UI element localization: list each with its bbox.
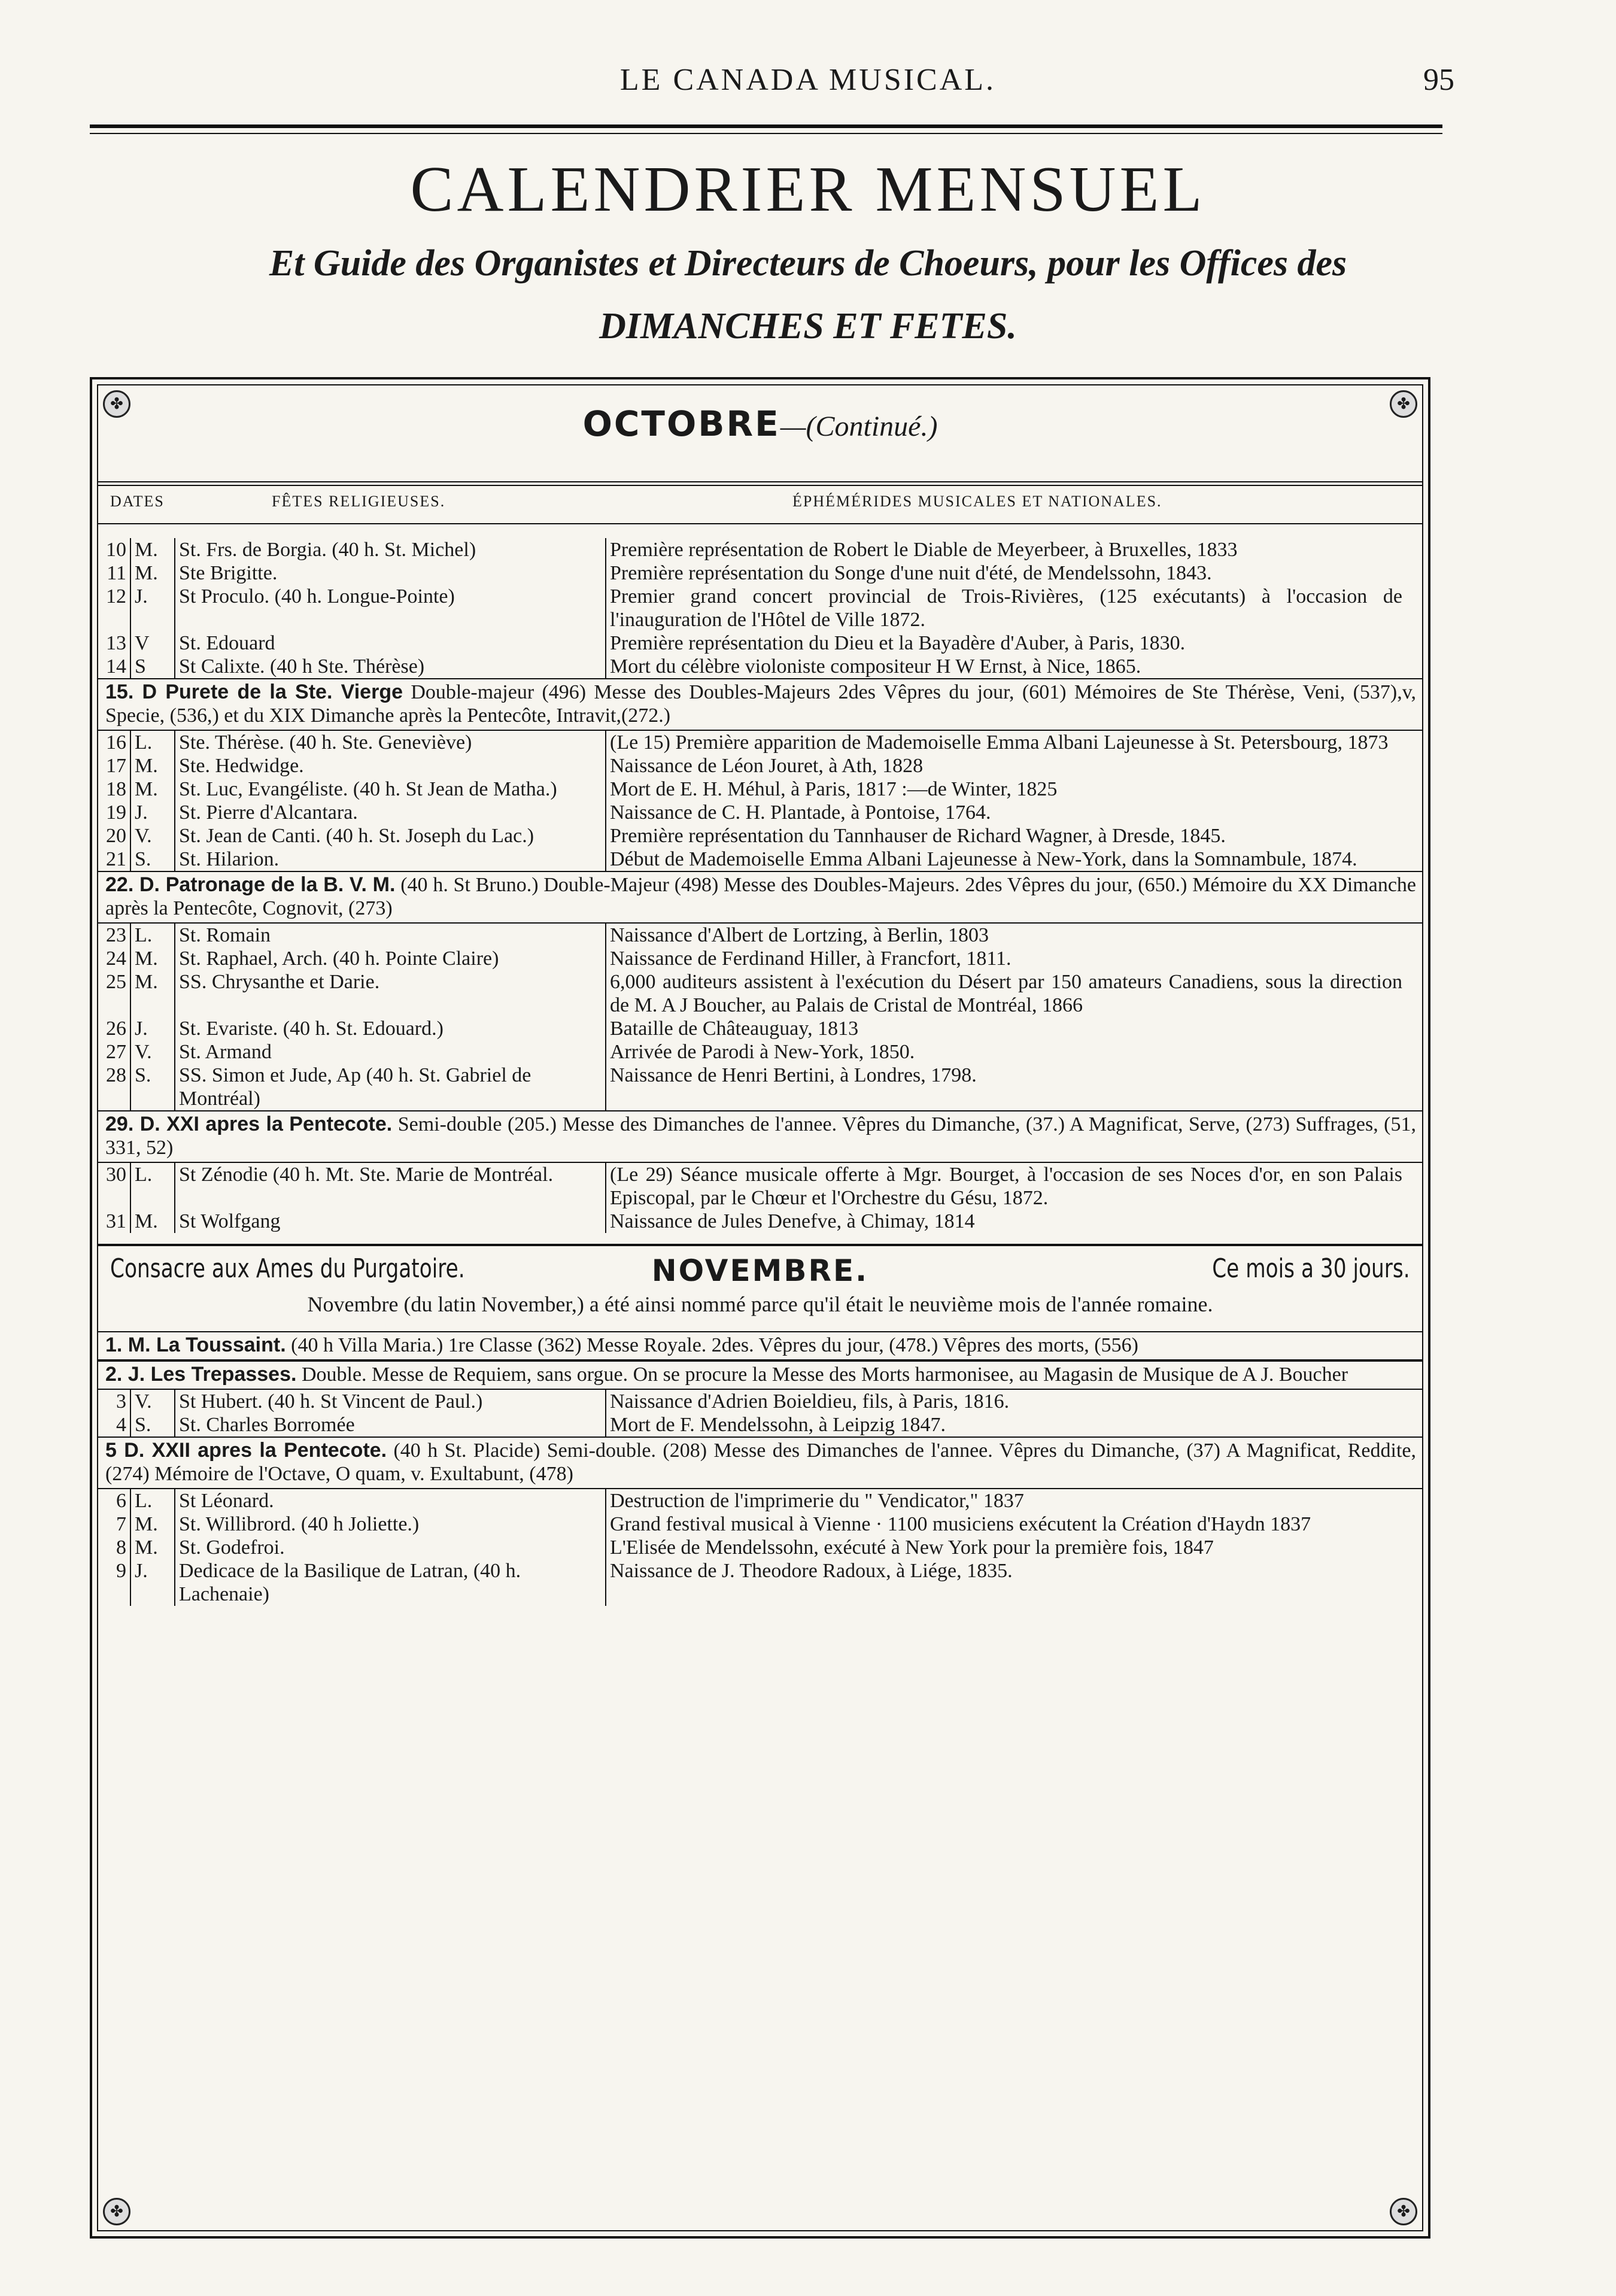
weekday: M.: [131, 1513, 175, 1536]
day-number: 23: [98, 924, 131, 947]
weekday: J.: [131, 1559, 175, 1606]
feast-row: 2. J. Les Trepasses. Double. Messe de Requiem, sans orgue. On se procure la Messe des Morts harmonisee, au Magasin de Musique de A J. Boucher: [98, 1360, 1422, 1390]
ephemeride: Mort de F. Mendelssohn, à Leipzig 1847.: [610, 1414, 946, 1436]
ephemeride: Naissance de Henri Bertini, à Londres, 1798.: [610, 1064, 977, 1086]
fete-religieuse: St. Willibrord. (40 h Joliette.): [175, 1513, 606, 1536]
ephemeride: Première représentation de Robert le Diable de Meyerbeer, à Bruxelles, 1833: [610, 539, 1238, 561]
ephemeride: Première représentation du Songe d'une nuit d'été, de Mendelssohn, 1843.: [610, 562, 1212, 584]
continued-label: —(Continué.): [780, 411, 938, 442]
feast-row: 15. D Purete de la Ste. Vierge Double-majeur (496) Messe des Doubles-Majeurs 2des Vêpres du jour, (601) Mémoires de Ste Thérèse, Veni, (537),v, Specie, (536,) et du XIX Dimanche après la Pentecôte, Intravit,(272.): [98, 678, 1422, 731]
weekday: M.: [131, 561, 175, 585]
day-number: 3: [98, 1390, 131, 1413]
weekday: S.: [131, 1064, 175, 1110]
feast-row: 29. D. XXI apres la Pentecote. Semi-double (205.) Messe des Dimanches de l'annee. Vêpres du Dimanche, (37.) A Magnificat, Serve, (273) Suffrages, (51, 331, 52): [98, 1110, 1422, 1163]
column-header-rule: [98, 481, 1422, 482]
fete-religieuse: St Calixte. (40 h Ste. Thérèse): [175, 655, 606, 678]
corner-ornament-icon: ✤: [103, 2198, 130, 2225]
day-number: 26: [98, 1017, 131, 1040]
weekday: J.: [131, 585, 175, 631]
feast-row: 5 D. XXII apres la Pentecote. (40 h St. Placide) Semi-double. (208) Messe des Dimanches de l'annee. Vêpres du Dimanche, (37) A Magnificat, Reddite, (274) Mémoire de l'Octave, O quam, v. Exultabunt, (478): [98, 1436, 1422, 1489]
october-rows-group: [98, 1163, 1422, 1233]
ephemeride: 6,000 auditeurs assistent à l'exécution du Désert par 150 amateurs Canadiens, sous la direction de M. A J Boucher, au Palais de Cristal de Montréal, 1866: [610, 971, 1402, 1016]
month-heading-october: [92, 403, 1428, 444]
day-number: 6: [98, 1489, 131, 1513]
day-number: 4: [98, 1413, 131, 1436]
fete-religieuse: St. Edouard: [175, 631, 606, 655]
calendar-row: [98, 924, 1422, 947]
day-number: 13: [98, 631, 131, 655]
ephemeride: Naissance de C. H. Plantade, à Pontoise, 1764.: [610, 801, 991, 824]
day-number: 21: [98, 848, 131, 871]
weekday: M.: [131, 754, 175, 778]
fete-religieuse: St Léonard.: [175, 1489, 606, 1513]
fete-religieuse: St Zénodie (40 h. Mt. Ste. Marie de Montréal.: [175, 1163, 606, 1210]
ephemeride: Première représentation du Tannhauser de Richard Wagner, à Dresde, 1845.: [610, 825, 1226, 847]
ephemeride: (Le 29) Séance musicale offerte à Mgr. Bourget, à l'occasion de ses Noces d'or, en son Palais Episcopal, par le Chœur et l'Orchestre du Gésu, 1872.: [610, 1164, 1402, 1209]
ephemeride: Arrivée de Parodi à New-York, 1850.: [610, 1041, 915, 1063]
october-rows-group: [98, 731, 1422, 871]
fete-religieuse: St. Jean de Canti. (40 h. St. Joseph du Lac.): [175, 824, 606, 848]
month-name-november: NOVEMBRE.: [651, 1253, 869, 1288]
day-number: 28: [98, 1064, 131, 1110]
weekday: M.: [131, 947, 175, 970]
fete-religieuse: St. Romain: [175, 924, 606, 947]
day-number: 16: [98, 731, 131, 754]
weekday: L.: [131, 731, 175, 754]
subtitle-line-1: Et Guide des Organistes et Directeurs de Choeurs, pour les Offices des: [269, 243, 1347, 284]
page-number: 95: [1423, 63, 1454, 97]
weekday: L.: [131, 924, 175, 947]
october-rows-group: [98, 538, 1422, 678]
november-rows-group: [98, 1390, 1422, 1436]
ephemeride: Destruction de l'imprimerie du " Vendicator," 1837: [610, 1490, 1024, 1512]
corner-ornament-icon: ✤: [1390, 2198, 1417, 2225]
november-note: Novembre (du latin November,) a été ainsi nommé parce qu'il était le neuvième mois de l'année romaine.: [307, 1292, 1213, 1316]
corner-ornament-icon: ✤: [1390, 390, 1417, 418]
calendar-row: [98, 631, 1422, 655]
ephemeride: L'Elisée de Mendelssohn, exécuté à New York pour la première fois, 1847: [610, 1536, 1214, 1559]
calendar-row: [98, 824, 1422, 848]
weekday: S: [131, 655, 175, 678]
weekday: L.: [131, 1489, 175, 1513]
header-rule-thin: [90, 133, 1442, 134]
feast-row: 22. D. Patronage de la B. V. M. (40 h. St Bruno.) Double-Majeur (498) Messe des Doubles-Majeurs. 2des Vêpres du jour, (650.) Mémoire du XX Dimanche après la Pentecôte, Cognovit, (273): [98, 871, 1422, 924]
weekday: J.: [131, 801, 175, 824]
day-number: 9: [98, 1559, 131, 1606]
calendar-row: [98, 1064, 1422, 1110]
ephemeride: Grand festival musical à Vienne · 1100 musiciens exécutent la Création d'Haydn 1837: [610, 1513, 1311, 1535]
fete-religieuse: St. Frs. de Borgia. (40 h. St. Michel): [175, 538, 606, 561]
day-number: 10: [98, 538, 131, 561]
calendar-row: [98, 848, 1422, 871]
ephemeride: Naissance d'Albert de Lortzing, à Berlin, 1803: [610, 924, 989, 946]
calendar-row: [98, 1513, 1422, 1536]
fete-religieuse: Ste. Thérèse. (40 h. Ste. Geneviève): [175, 731, 606, 754]
fete-religieuse: Dedicace de la Basilique de Latran, (40 h. Lachenaie): [175, 1559, 606, 1606]
fete-religieuse: St. Armand: [175, 1040, 606, 1064]
weekday: M.: [131, 1536, 175, 1559]
calendar-frame: [90, 377, 1430, 2239]
weekday: V.: [131, 1040, 175, 1064]
calendar-row: [98, 731, 1422, 754]
day-number: 14: [98, 655, 131, 678]
ephemeride: (Le 15) Première apparition de Mademoiselle Emma Albani Lajeunesse à St. Petersbourg, 1873: [610, 731, 1389, 754]
day-number: 18: [98, 778, 131, 801]
november-heading-line: [104, 1253, 1416, 1289]
subtitle-line-2: DIMANCHES ET FETES.: [599, 306, 1017, 347]
day-number: 7: [98, 1513, 131, 1536]
fete-religieuse: St. Godefroi.: [175, 1536, 606, 1559]
fete-religieuse: St. Hilarion.: [175, 848, 606, 871]
calendar-row: [98, 561, 1422, 585]
fete-religieuse: Ste. Hedwidge.: [175, 754, 606, 778]
calendar-row: [98, 970, 1422, 1017]
november-day-count: Ce mois a 30 jours.: [1212, 1253, 1410, 1284]
fete-religieuse: St Proculo. (40 h. Longue-Pointe): [175, 585, 606, 631]
calendar-row: [98, 1536, 1422, 1559]
november-dedication: Consacre aux Ames du Purgatoire.: [110, 1253, 465, 1284]
fete-religieuse: SS. Chrysanthe et Darie.: [175, 970, 606, 1017]
day-number: 31: [98, 1210, 131, 1233]
weekday: S.: [131, 848, 175, 871]
ephemeride: Bataille de Châteauguay, 1813: [610, 1018, 859, 1040]
day-number: 19: [98, 801, 131, 824]
day-number: 17: [98, 754, 131, 778]
calendar-row: [98, 1489, 1422, 1513]
calendar-row: [98, 585, 1422, 631]
november-header: [98, 1244, 1422, 1331]
day-number: 12: [98, 585, 131, 631]
calendar-row: [98, 1040, 1422, 1064]
fete-religieuse: St. Evariste. (40 h. St. Edouard.): [175, 1017, 606, 1040]
november-rows-group: [98, 1489, 1422, 1606]
fete-religieuse: Ste Brigitte.: [175, 561, 606, 585]
ephemeride: Début de Mademoiselle Emma Albani Lajeunesse à New-York, dans la Somnambule, 1874.: [610, 848, 1357, 870]
fete-religieuse: St Wolfgang: [175, 1210, 606, 1233]
weekday: V.: [131, 1390, 175, 1413]
running-title: LE CANADA MUSICAL.: [619, 63, 997, 97]
day-number: 24: [98, 947, 131, 970]
calendar-row: [98, 1413, 1422, 1436]
calendar-row: [98, 1559, 1422, 1606]
running-head: [0, 57, 1616, 99]
ephemeride: Mort de E. H. Méhul, à Paris, 1817 :—de Winter, 1825: [610, 778, 1058, 800]
weekday: S.: [131, 1413, 175, 1436]
weekday: M.: [131, 538, 175, 561]
weekday: L.: [131, 1163, 175, 1210]
ephemeride: Naissance de Léon Jouret, à Ath, 1828: [610, 755, 924, 777]
column-dates: DATES: [110, 493, 165, 510]
calendar-row: [98, 1163, 1422, 1210]
day-number: 27: [98, 1040, 131, 1064]
weekday: M.: [131, 1210, 175, 1233]
column-ephemerides: ÉPHÉMÉRIDES MUSICALES ET NATIONALES.: [792, 493, 1162, 510]
day-number: 25: [98, 970, 131, 1017]
calendar-row: [98, 778, 1422, 801]
ephemeride: Naissance de J. Theodore Radoux, à Liége, 1835.: [610, 1560, 1013, 1582]
ephemeride: Naissance d'Adrien Boieldieu, fils, à Paris, 1816.: [610, 1390, 1010, 1413]
ephemeride: Premier grand concert provincial de Trois-Rivières, (125 exécutants) à l'occasion de l'inauguration de l'Hôtel de Ville 1872.: [610, 585, 1402, 631]
day-number: 11: [98, 561, 131, 585]
corner-ornament-icon: ✤: [103, 390, 130, 418]
october-rows-group: [98, 924, 1422, 1110]
calendar-entries: [98, 538, 1422, 1606]
column-headers: [92, 484, 1428, 520]
ephemeride: Naissance de Jules Denefve, à Chimay, 1814: [610, 1210, 975, 1232]
fete-religieuse: SS. Simon et Jude, Ap (40 h. St. Gabriel de Montréal): [175, 1064, 606, 1110]
weekday: M.: [131, 970, 175, 1017]
weekday: J.: [131, 1017, 175, 1040]
weekday: V: [131, 631, 175, 655]
weekday: M.: [131, 778, 175, 801]
fete-religieuse: St. Luc, Evangéliste. (40 h. St Jean de Matha.): [175, 778, 606, 801]
calendar-row: [98, 538, 1422, 561]
ephemeride: Mort du célèbre violoniste compositeur H W Ernst, à Nice, 1865.: [610, 655, 1141, 678]
calendar-row: [98, 1210, 1422, 1233]
fete-religieuse: St. Raphael, Arch. (40 h. Pointe Claire): [175, 947, 606, 970]
fete-religieuse: St. Charles Borromée: [175, 1413, 606, 1436]
page-title: CALENDRIER MENSUEL: [410, 154, 1206, 225]
calendar-row: [98, 655, 1422, 678]
day-number: 8: [98, 1536, 131, 1559]
column-header-rule: [98, 523, 1422, 524]
month-name: OCTOBRE: [582, 403, 780, 444]
fete-religieuse: St. Pierre d'Alcantara.: [175, 801, 606, 824]
fete-religieuse: St Hubert. (40 h. St Vincent de Paul.): [175, 1390, 606, 1413]
calendar-row: [98, 1017, 1422, 1040]
day-number: 20: [98, 824, 131, 848]
weekday: V.: [131, 824, 175, 848]
calendar-row: [98, 947, 1422, 970]
day-number: 30: [98, 1163, 131, 1210]
header-rule: [90, 124, 1442, 128]
calendar-row: [98, 1390, 1422, 1413]
feast-row: 1. M. La Toussaint. (40 h Villa Maria.) 1re Classe (362) Messe Royale. 2des. Vêpres du jour, (478.) Vêpres des morts, (556): [98, 1331, 1422, 1360]
ephemeride: Première représentation du Dieu et la Bayadère d'Auber, à Paris, 1830.: [610, 632, 1186, 654]
calendar-row: [98, 754, 1422, 778]
calendar-row: [98, 801, 1422, 824]
ephemeride: Naissance de Ferdinand Hiller, à Francfort, 1811.: [610, 947, 1011, 970]
column-fetes: FÊTES RELIGIEUSES.: [272, 493, 446, 510]
